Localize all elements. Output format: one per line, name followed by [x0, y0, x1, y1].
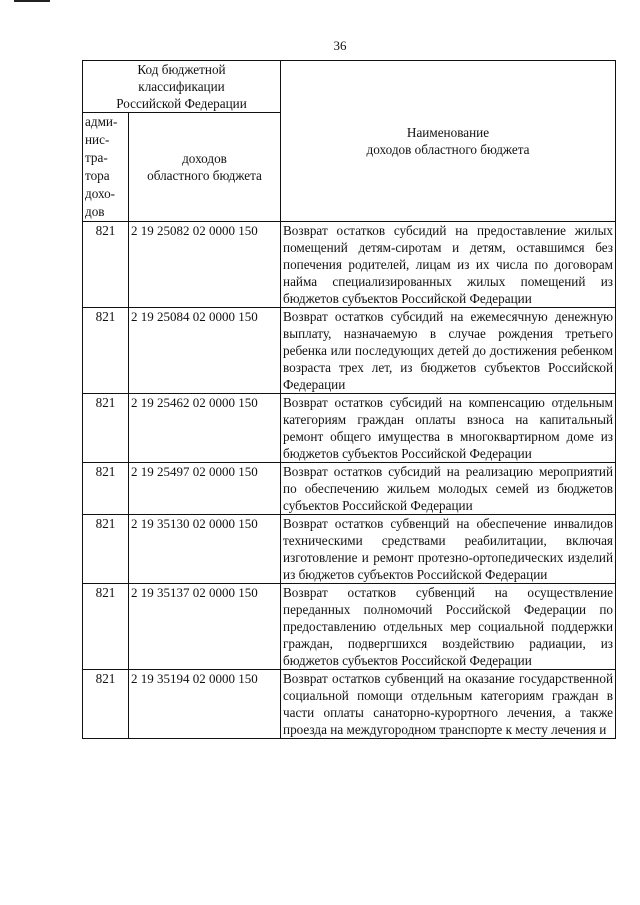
header-income-administrator: адми- нис- тра- тора дохо- дов: [83, 113, 129, 222]
header-classification-code: [83, 61, 281, 113]
income-name-cell: Возврат остатков субвенций на осуществление переданных полномочий Российской Федерации по предоставлению отдельных мер социальной поддержки граждан, подвергшихся воздействию радиации, из бюджетов субъектов Российской Федерации: [281, 584, 616, 670]
income-name-cell: Возврат остатков субсидий на ежемесячную денежную выплату, назначаемую в случае рождения третьего ребенка или последующих детей до достижения ребенком возраста трех лет, из бюджетов субъектов Российской Федерации: [281, 308, 616, 394]
administrator-code-cell: 821: [83, 515, 129, 584]
income-name-cell: Возврат остатков субвенций на оказание государственной социальной помощи отдельным категориям граждан в части оплаты санаторно-курортного лечения, а также проезда на междугородном транспорте к месту лечения и: [281, 670, 616, 739]
page-number: 36: [333, 38, 347, 53]
header-row-group: [83, 61, 616, 113]
administrator-code-cell: 821: [83, 394, 129, 463]
header-group-line: классификации: [138, 79, 225, 94]
table-row: [83, 308, 616, 394]
administrator-code-cell: 821: [83, 308, 129, 394]
table-row: [83, 584, 616, 670]
income-code-cell: 2 19 35130 02 0000 150: [129, 515, 281, 584]
table-row: [83, 394, 616, 463]
header-income-name: [281, 61, 616, 222]
income-code-cell: 2 19 35137 02 0000 150: [129, 584, 281, 670]
scan-artifact-mark: [14, 0, 50, 2]
header-name-line: Наименование: [406, 125, 490, 140]
income-name-cell: Возврат остатков субсидий на реализацию мероприятий по обеспечению жильем молодых семей из бюджетов субъектов Российской Федерации: [281, 463, 616, 515]
income-name-cell: Возврат остатков субсидий на предоставление жилых помещений детям-сиротам и детям, оставшимся без попечения родителей, лицам из их числа по договорам найма специализированных жилых помещений из бюджетов субъектов Российской Федерации: [281, 222, 616, 308]
income-name-cell: Возврат остатков субсидий на компенсацию отдельным категориям граждан оплаты взноса на капитальный ремонт общего имущества в многоквартирном доме из бюджетов субъектов Российской Федерации: [281, 394, 616, 463]
income-code-cell: 2 19 25082 02 0000 150: [129, 222, 281, 308]
table-row: [83, 515, 616, 584]
administrator-code-cell: 821: [83, 463, 129, 515]
income-code-cell: 2 19 35194 02 0000 150: [129, 670, 281, 739]
header-regional-budget-income: доходов областного бюджета: [129, 113, 281, 222]
income-code-cell: 2 19 25497 02 0000 150: [129, 463, 281, 515]
header-name-line: доходов областного бюджета: [366, 142, 530, 157]
administrator-code-cell: 821: [83, 222, 129, 308]
income-name-cell: Возврат остатков субвенций на обеспечение инвалидов техническими средствами реабилитации, включая изготовление и ремонт протезно-ортопедических изделий из бюджетов субъектов Российской Федерации: [281, 515, 616, 584]
table-row: [83, 670, 616, 739]
table-row: [83, 222, 616, 308]
header-group-line: Код бюджетной: [137, 62, 226, 77]
header-group-line: Российской Федерации: [116, 96, 247, 111]
administrator-code-cell: 821: [83, 670, 129, 739]
table-row: [83, 463, 616, 515]
income-code-cell: 2 19 25084 02 0000 150: [129, 308, 281, 394]
administrator-code-cell: 821: [83, 584, 129, 670]
budget-classification-table: [82, 60, 616, 739]
income-code-cell: 2 19 25462 02 0000 150: [129, 394, 281, 463]
